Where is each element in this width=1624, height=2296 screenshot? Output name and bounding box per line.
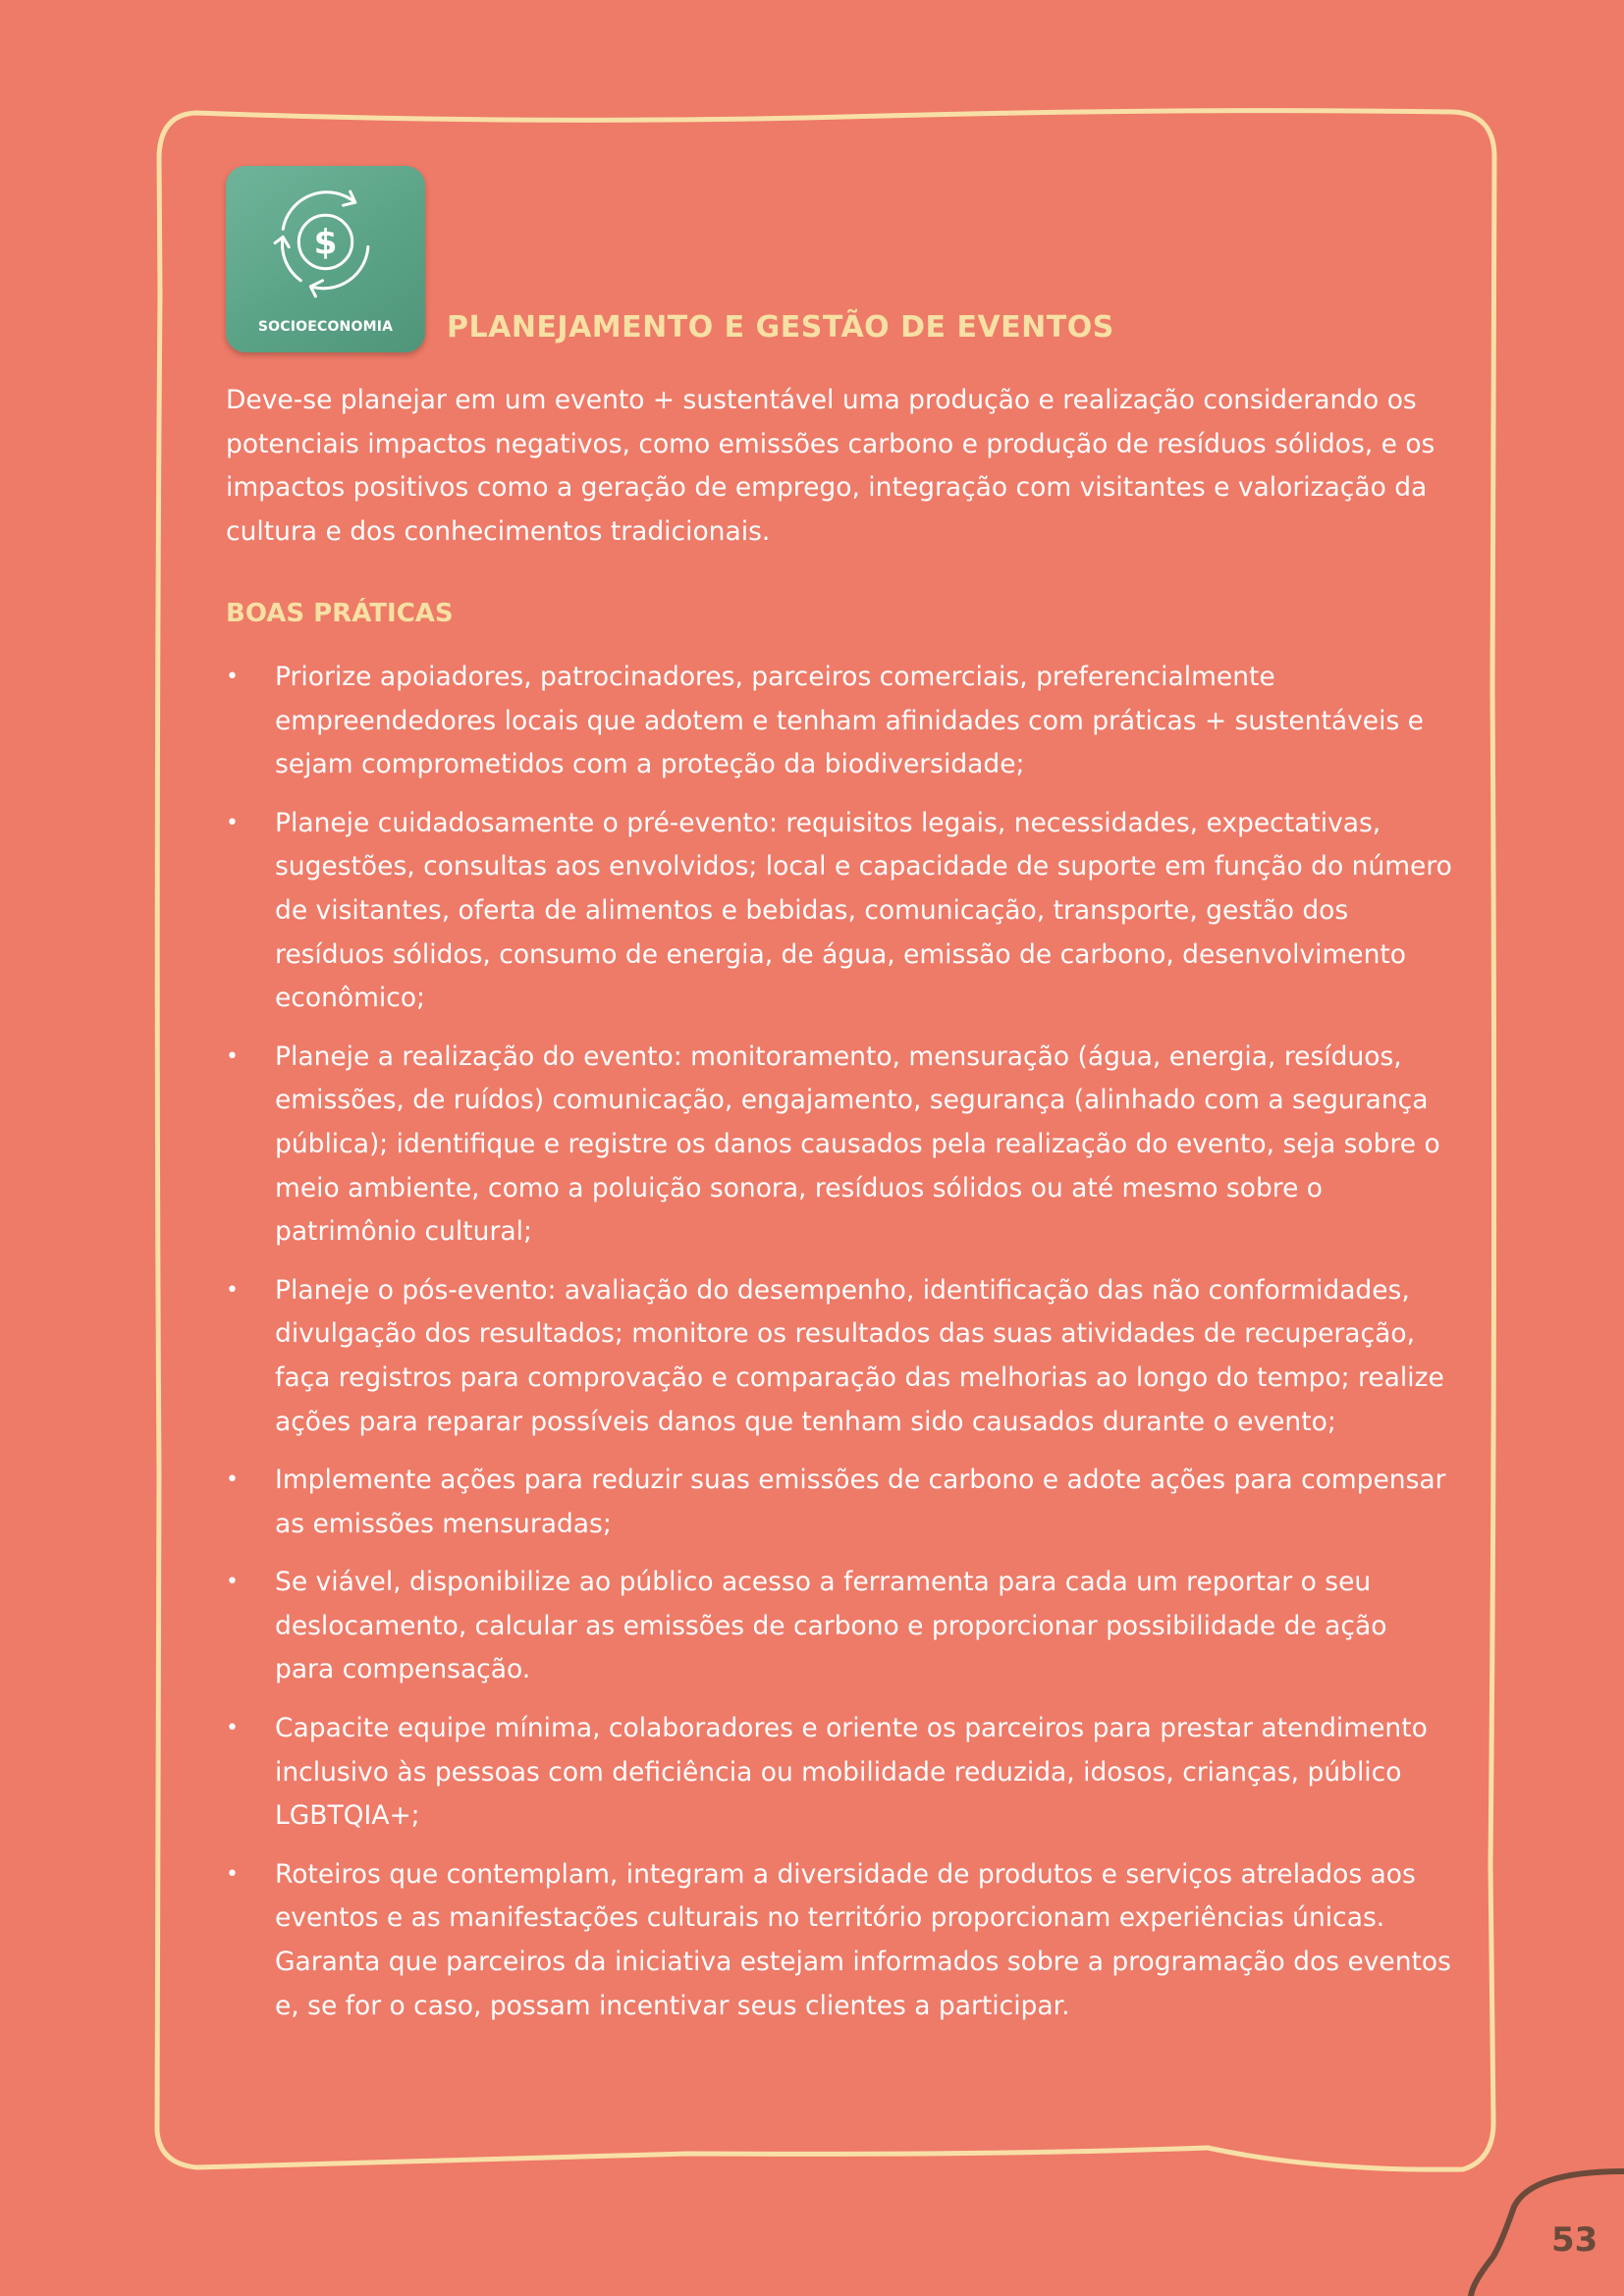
list-item xyxy=(226,1036,1453,1255)
list-item-text: Implemente ações para reduzir suas emissões de carbono e adote ações para compensar as emissões mensuradas; xyxy=(275,1465,1446,1539)
socioeconomia-badge xyxy=(226,166,425,352)
bullet-icon: • xyxy=(226,1277,239,1303)
list-item xyxy=(226,656,1453,787)
best-practices-list xyxy=(226,656,1453,2043)
bullet-icon: • xyxy=(226,665,239,689)
list-item xyxy=(226,802,1453,1021)
list-item xyxy=(226,1707,1453,1839)
page-corner-curve xyxy=(1471,2171,1624,2296)
bullet-icon: • xyxy=(226,1468,239,1493)
list-item xyxy=(226,1853,1453,2028)
list-item xyxy=(226,1459,1453,1546)
list-item-text: Priorize apoiadores, patrocinadores, parceiros comerciais, preferencialmente empreendedores locais que adotem e tenham afinidades com práticas + sustentáveis e sejam comprometidos com a proteção da biodiversidade; xyxy=(275,662,1424,780)
list-item-text: Planeje o pós-evento: avaliação do desempenho, identificação das não conformidades, divulgação dos resultados; monitore os resultados das suas atividades de recuperação, faça registros para comprovação e comparação das melhorias ao longo do tempo; realize ações para reparar possíveis danos que tenham sido causados durante o evento; xyxy=(275,1274,1444,1437)
best-practices-heading: BOAS PRÁTICAS xyxy=(226,599,454,628)
list-item-text: Roteiros que contemplam, integram a diversidade de produtos e serviços atrelados aos eventos e as manifestações culturais no território proporcionam experiências únicas. Garanta que parceiros da iniciativa estejam informados sobre a programação dos eventos e, se for o caso, possam incentivar seus clientes a participar. xyxy=(275,1858,1451,2021)
bullet-icon: • xyxy=(226,1043,239,1069)
badge-label: SOCIOECONOMIA xyxy=(257,319,394,335)
bullet-icon: • xyxy=(226,1570,239,1595)
list-item xyxy=(226,1561,1453,1692)
intro-paragraph: Deve-se planejar em um evento + sustentável uma produção e realização considerando os potenciais impactos negativos, como emissões carbono e produção de resíduos sólidos, e os impactos positivos como a geração de emprego, integração com visitantes e valorização da cultura e dos conhecimentos tradicionais. xyxy=(226,385,1435,547)
page-title: PLANEJAMENTO E GESTÃO DE EVENTOS xyxy=(447,310,1114,345)
bullet-icon: • xyxy=(226,1861,239,1887)
bullet-icon: • xyxy=(226,1716,239,1741)
list-item-text: Se viável, disponibilize ao público acesso a ferramenta para cada um reportar o seu deslocamento, calcular as emissões de carbono e proporcionar possibilidade de ação para compensação. xyxy=(275,1567,1387,1685)
dollar-cycle-icon xyxy=(261,178,390,306)
svg-text:$: $ xyxy=(313,223,338,263)
list-item xyxy=(226,1269,1453,1444)
list-item-text: Planeje cuidadosamente o pré-evento: requisitos legais, necessidades, expectativas, sugestões, consultas aos envolvidos; local e capacidade de suporte em função do número de visitantes, oferta de alimentos e bebidas, comunicação, transporte, gestão dos resíduos sólidos, consumo de energia, de água, emissão de carbono, desenvolvimento econômico; xyxy=(275,807,1452,1014)
bullet-icon: • xyxy=(226,810,239,835)
list-item-text: Planeje a realização do evento: monitoramento, mensuração (água, energia, resíduos, emissões, de ruídos) comunicação, engajamento, segurança (alinhado com a segurança pública); identifique e registre os danos causados pela realização do evento, seja sobre o meio ambiente, como a poluição sonora, resíduos sólidos ou até mesmo sobre o patrimônio cultural; xyxy=(275,1041,1440,1248)
page-number: 53 xyxy=(1551,2220,1598,2260)
list-item-text: Capacite equipe mínima, colaboradores e oriente os parceiros para prestar atendimento inclusivo às pessoas com deficiência ou mobilidade reduzida, idosos, crianças, público LGBTQIA+; xyxy=(275,1713,1428,1832)
